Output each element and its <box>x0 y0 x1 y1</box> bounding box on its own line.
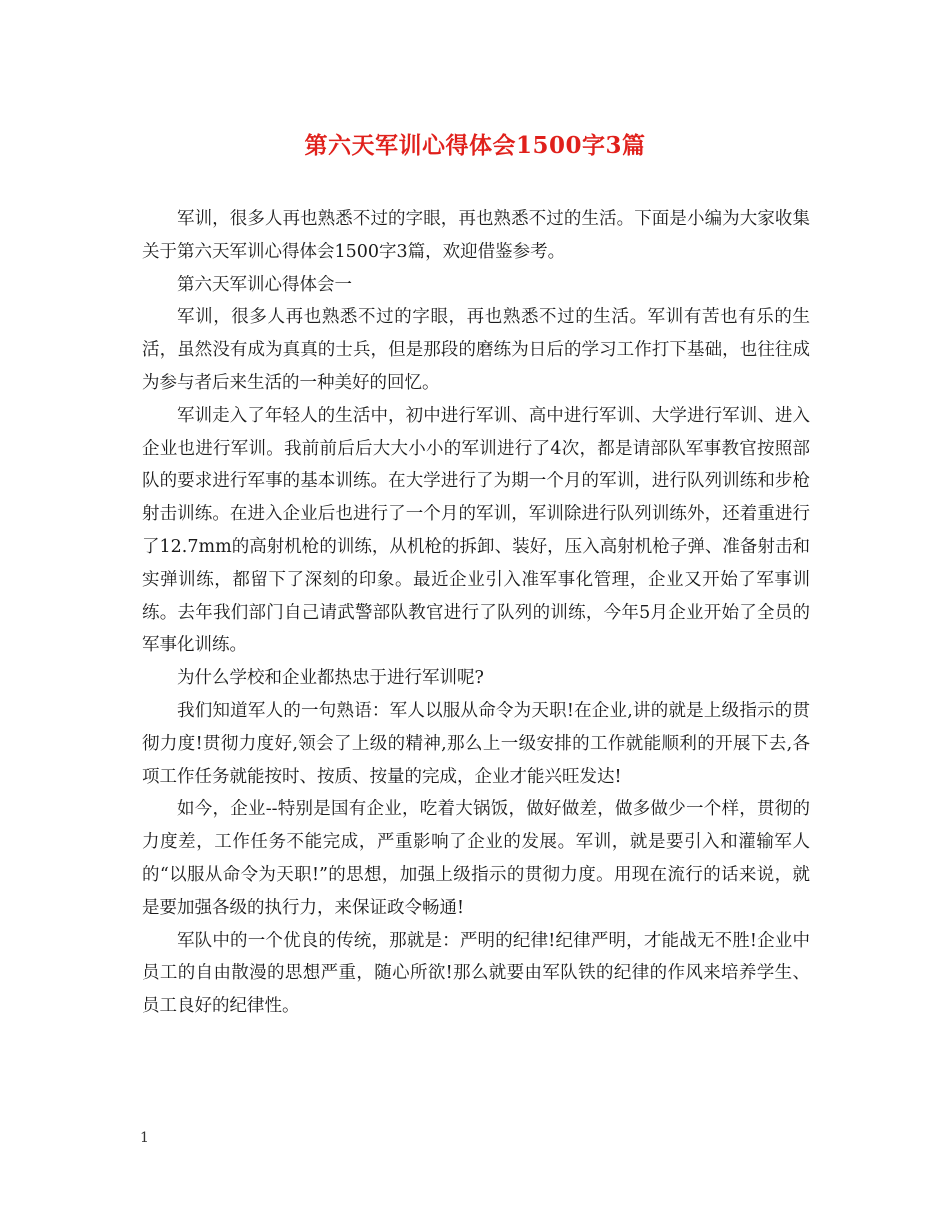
section-heading: 第六天军训心得体会一 <box>177 274 352 295</box>
paragraph: 军训，很多人再也熟悉不过的字眼，再也熟悉不过的生活。军训有苦也有乐的生活，虽然没有成为真真的士兵，但是那段的磨练为日后的学习工作打下基础，也往往成为参与者后来生活的一种美好的回忆。 <box>142 307 810 393</box>
paragraph: 我们知道军人的一句熟语：军人以服从命令为天职!在企业,讲的就是上级指示的贯彻力度!贯彻力度好,领会了上级的精神,那么上一级安排的工作就能顺利的开展下去,各项工作任务就能按时、按质、按量的完成，企业才能兴旺发达! <box>142 700 810 787</box>
document-title: 第六天军训心得体会1500字3篇 <box>304 132 646 159</box>
paragraph: 如今，企业--特别是国有企业，吃着大锅饭，做好做差，做多做少一个样，贯彻的力度差，工作任务不能完成，严重影响了企业的发展。军训，就是要引入和灌输军人的“以服从命令为天职!”的思想，加强上级指示的贯彻力度。用现在流行的话来说，就是要加强各级的执行力，来保证政令畅通! <box>142 799 810 918</box>
paragraph-question: 为什么学校和企业都热忠于进行军训呢? <box>177 668 484 689</box>
paragraph: 军队中的一个优良的传统，那就是：严明的纪律!纪律严明，才能战无不胜!企业中员工的自由散漫的思想严重，随心所欲!那么就要由军队铁的纪律的作风来培养学生、员工良好的纪律性。 <box>142 930 810 1017</box>
paragraph: 军训走入了年轻人的生活中，初中进行军训、高中进行军训、大学进行军训、进入企业也进行军训。我前前后后大大小小的军训进行了4次，都是请部队军事教官按照部队的要求进行军事的基本训练。在大学进行了为期一个月的军训，进行队列训练和步枪射击训练。在进入企业后也进行了一个月的军训，军训除进行队列训练外，还着重进行了12.7mm的高射机枪的训练，从机枪的拆卸、装好，压入高射机枪子弹、准备射击和实弹训练，都留下了深刻的印象。最近企业引入准军事化管理，企业又开始了军事训练。去年我们部门自己请武警部队教官进行了队列的训练，今年5月企业开始了全员的军事化训练。 <box>142 405 810 656</box>
page-number: 1 <box>140 1130 149 1146</box>
document-body <box>142 203 810 1023</box>
paragraph-intro: 军训，很多人再也熟悉不过的字眼，再也熟悉不过的生活。下面是小编为大家收集关于第六天军训心得体会1500字3篇，欢迎借鉴参考。 <box>142 209 810 262</box>
